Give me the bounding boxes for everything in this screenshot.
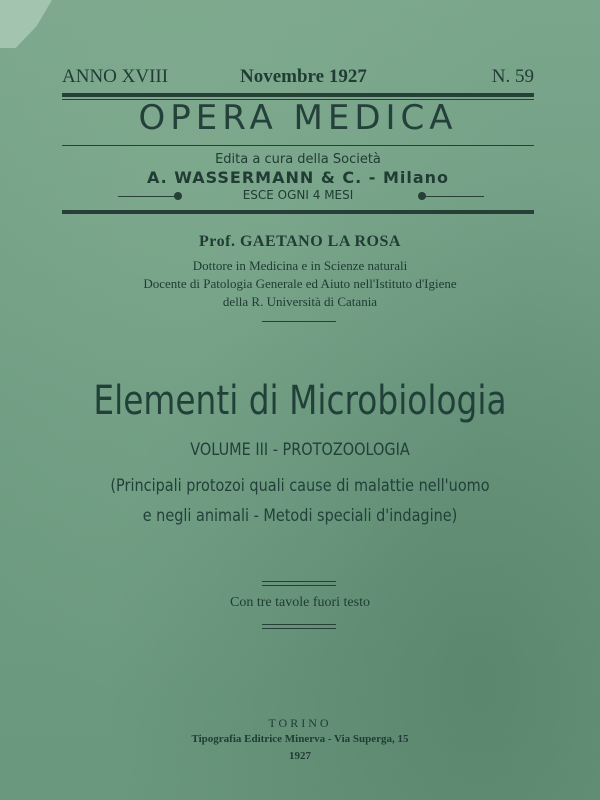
plates-rule-bottom xyxy=(262,624,336,625)
publication-frequency: ESCE OGNI 4 MESI xyxy=(242,188,354,202)
issue-header xyxy=(62,66,534,92)
book-subtitle: e negli animali - Metodi speciali d'indagine) xyxy=(142,506,458,526)
author-name: Prof. GAETANO LA ROSA xyxy=(199,233,401,250)
issue-number: N. 59 xyxy=(491,66,534,87)
author-title: Dottore in Medicina e in Scienze naturali xyxy=(192,258,408,273)
plates-rule-bottom2 xyxy=(262,628,336,629)
header-rule-top xyxy=(62,93,534,97)
author-title: Docente di Patologia Generale ed Aiuto nell'Istituto d'Igiene xyxy=(143,276,457,291)
issue-year: ANNO XVIII xyxy=(62,66,169,87)
publisher-line: Edita a cura della Società xyxy=(215,152,381,167)
journal-title: OPERA MEDICA xyxy=(138,98,458,138)
plates-note: Con tre tavole fuori testo xyxy=(230,595,370,610)
book-title: Elementi di Microbiologia xyxy=(93,378,507,424)
author-title: della R. Università di Catania xyxy=(222,294,378,309)
issue-date: Novembre 1927 xyxy=(240,66,367,87)
torn-corner xyxy=(0,0,52,48)
ornament-line-right xyxy=(424,196,484,197)
volume-label: VOLUME III - PROTOZOOLOGIA xyxy=(190,440,410,460)
title-rule xyxy=(62,145,534,146)
book-subtitle: (Principali protozoi quali cause di malattie nell'uomo xyxy=(110,476,490,496)
imprint-city: TORINO xyxy=(268,716,332,730)
plates-rule-top2 xyxy=(262,585,336,586)
imprint-press: Tipografia Editrice Minerva - Via Superga, 15 xyxy=(191,733,409,745)
header-rule-bottom xyxy=(62,210,534,214)
publisher-name: A. WASSERMANN & C. - Milano xyxy=(146,168,450,187)
imprint-year: 1927 xyxy=(289,750,311,762)
plates-rule-top xyxy=(262,581,336,582)
author-divider xyxy=(262,321,336,322)
